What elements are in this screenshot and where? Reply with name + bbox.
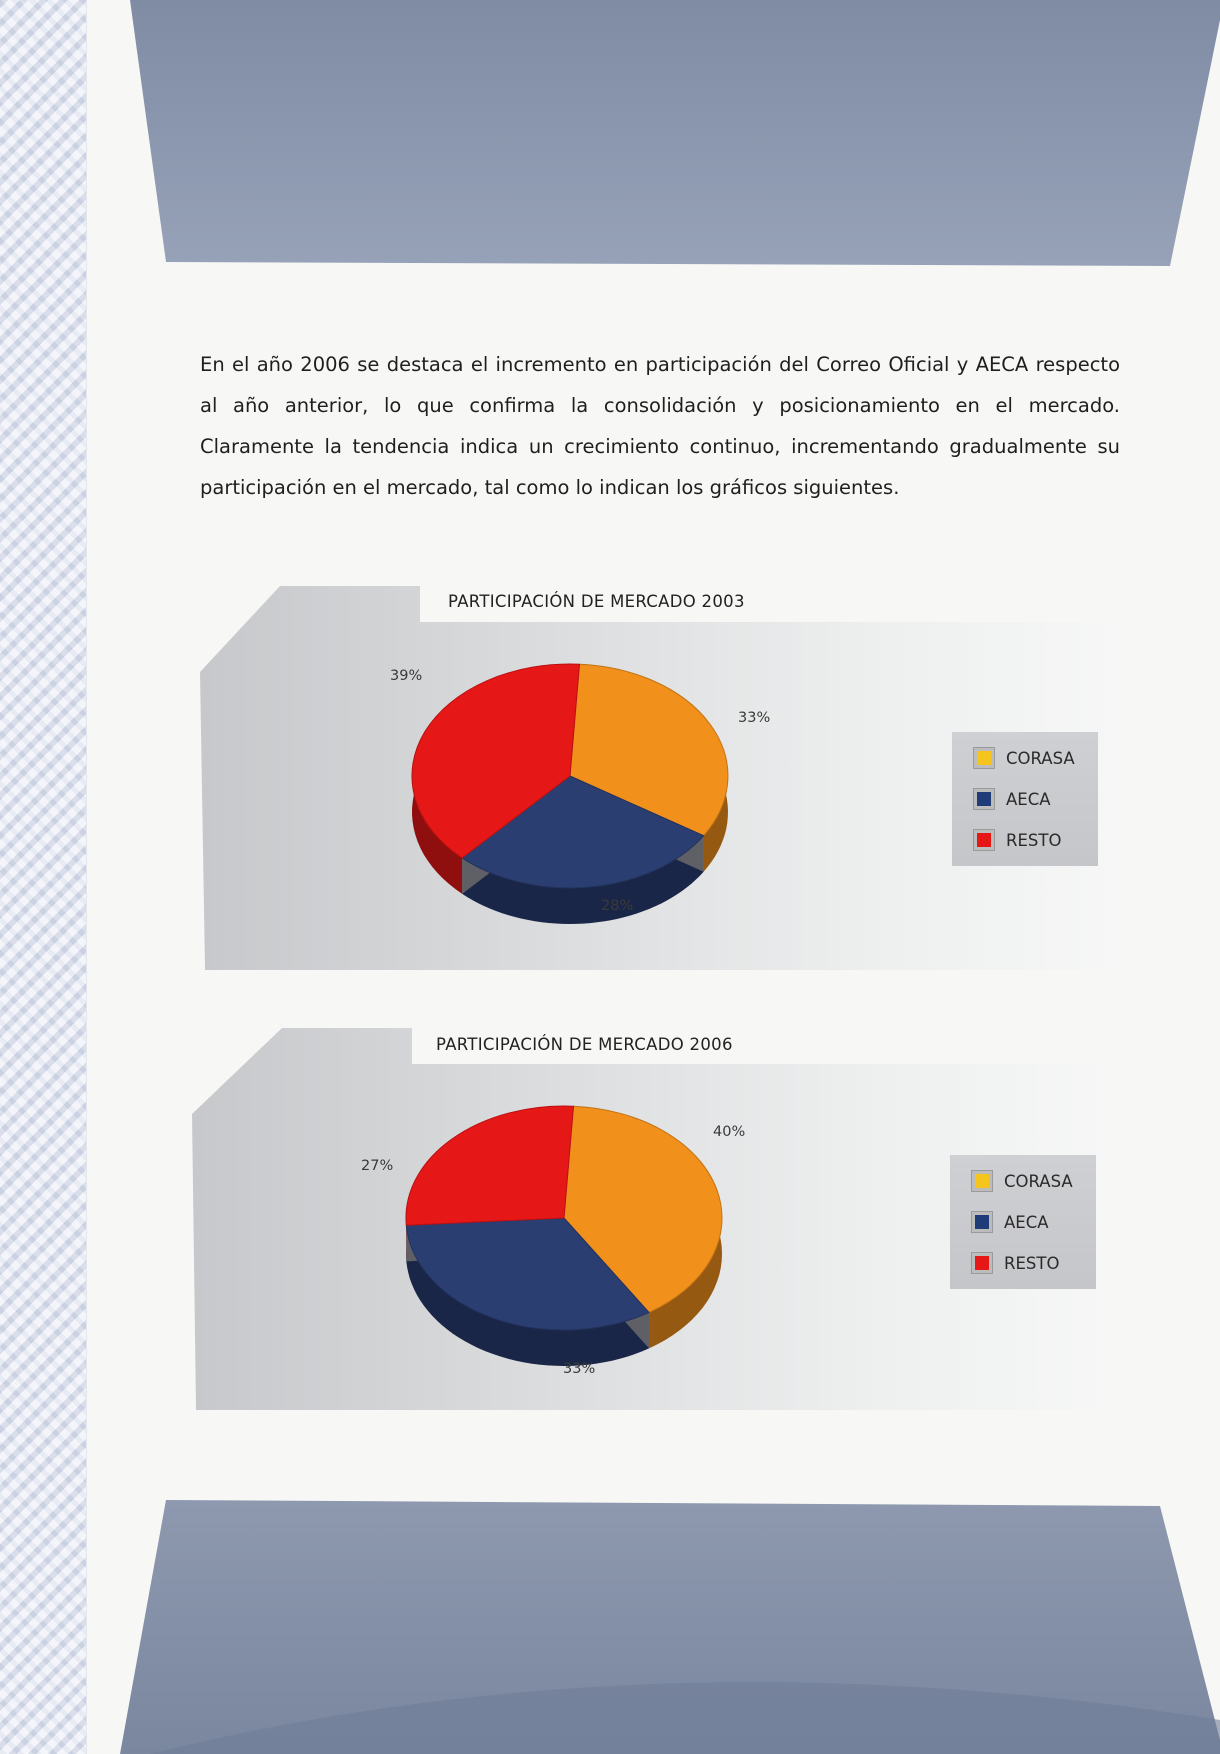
legend-item-corasa [972, 1169, 1073, 1193]
chart-2003-label-corasa: 33% [738, 710, 771, 726]
legend-item-resto [974, 828, 1061, 852]
intro-paragraph: En el año 2006 se destaca el incremento en participación del Correo Oficial y AECA respecto al año anterior, lo que confirma la consolidación y posicionamiento en el mercado. Claramente la tendencia indica un crecimiento continuo, incrementando gradualmente su participación en el mercado, tal como lo indican los gráficos siguientes. [200, 353, 1120, 499]
chart-2006-pie [384, 1088, 744, 1388]
legend-label-corasa: CORASA [1006, 748, 1075, 768]
bottom-banner [0, 1490, 1220, 1754]
legend-label-aeca: AECA [1004, 1212, 1049, 1232]
legend-swatch-aeca [972, 1212, 992, 1232]
chart-2003-legend [952, 732, 1098, 866]
legend-swatch-resto [972, 1253, 992, 1273]
top-banner [0, 0, 1220, 270]
chart-2003-title: PARTICIPACIÓN DE MERCADO 2003 [448, 592, 745, 611]
legend-swatch-corasa [974, 748, 994, 768]
chart-2003-label-resto: 39% [390, 668, 423, 684]
legend-swatch-aeca [974, 789, 994, 809]
chart-2006 [192, 1028, 1112, 1410]
chart-2003-label-aeca: 28% [601, 898, 634, 914]
legend-item-aeca [974, 787, 1051, 811]
legend-item-corasa [974, 746, 1075, 770]
pie-slice-resto [406, 1106, 574, 1225]
chart-2006-legend [950, 1155, 1096, 1289]
chart-2006-label-corasa: 40% [713, 1124, 746, 1140]
legend-item-resto [972, 1251, 1059, 1275]
legend-swatch-resto [974, 830, 994, 850]
chart-2006-title: PARTICIPACIÓN DE MERCADO 2006 [436, 1035, 733, 1054]
chart-2006-label-resto: 27% [361, 1158, 394, 1174]
legend-item-aeca [972, 1210, 1049, 1234]
legend-label-resto: RESTO [1006, 830, 1062, 850]
legend-label-resto: RESTO [1004, 1253, 1060, 1273]
chart-2003-pie [390, 646, 750, 946]
chart-2006-label-aeca: 33% [563, 1361, 596, 1377]
legend-swatch-corasa [972, 1171, 992, 1191]
legend-label-aeca: AECA [1006, 789, 1051, 809]
chart-2003 [200, 586, 1120, 970]
legend-label-corasa: CORASA [1004, 1171, 1073, 1191]
